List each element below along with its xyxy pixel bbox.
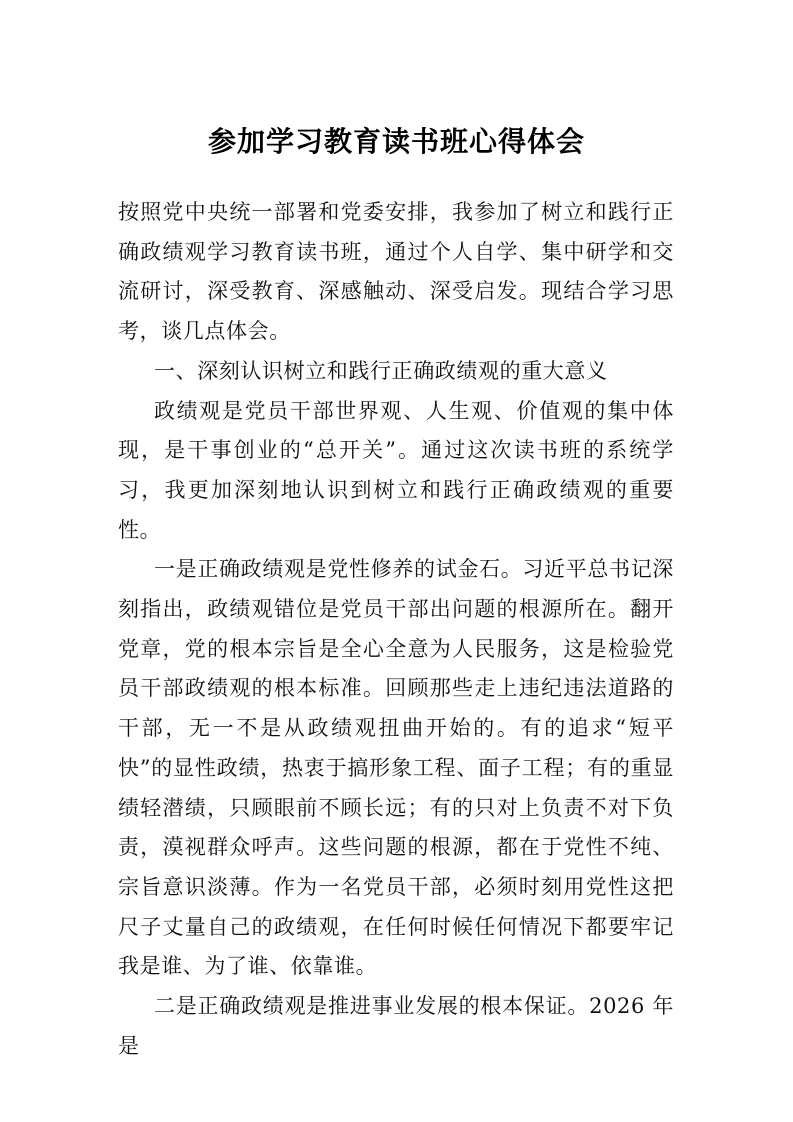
intro-paragraph: 按照党中央统一部署和党委安排，我参加了树立和践行正确政绩观学习教育读书班，通过个人自学、集中研学和交流研讨，深受教育、深感触动、深受启发。现结合学习思考，谈几点体会。 — [118, 200, 674, 344]
document-body — [118, 193, 674, 1066]
body-paragraph: 一是正确政绩观是党性修养的试金石。习近平总书记深刻指出，政绩观错位是党员干部出问题的根源所在。翻开党章，党的根本宗旨是全心全意为人民服务，这是检验党员干部政绩观的根本标准。回顾那些走上违纪违法道路的干部，无一不是从政绩观扭曲开始的。有的追求“短平快”的显性政绩，热衷于搞形象工程、面子工程；有的重显绩轻潜绩，只顾眼前不顾长远；有的只对上负责不对下负责，漠视群众呼声。这些问题的根源，都在于党性不纯、宗旨意识淡薄。作为一名党员干部，必须时刻用党性这把尺子丈量自己的政绩观，在任何时候任何情况下都要牢记我是谁、为了谁、依靠谁。 — [118, 557, 674, 979]
document-title: 参加学习教育读书班心得体会 — [207, 125, 585, 158]
section-heading: 一、深刻认识树立和践行正确政绩观的重大意义 — [154, 358, 608, 383]
body-paragraph: 二是正确政绩观是推进事业发展的根本保证。2026 年是 — [118, 994, 674, 1058]
body-paragraph: 政绩观是党员干部世界观、人生观、价值观的集中体现，是干事创业的“总开关”。通过这次读书班的系统学习，我更加深刻地认识到树立和践行正确政绩观的重要性。 — [118, 398, 674, 542]
